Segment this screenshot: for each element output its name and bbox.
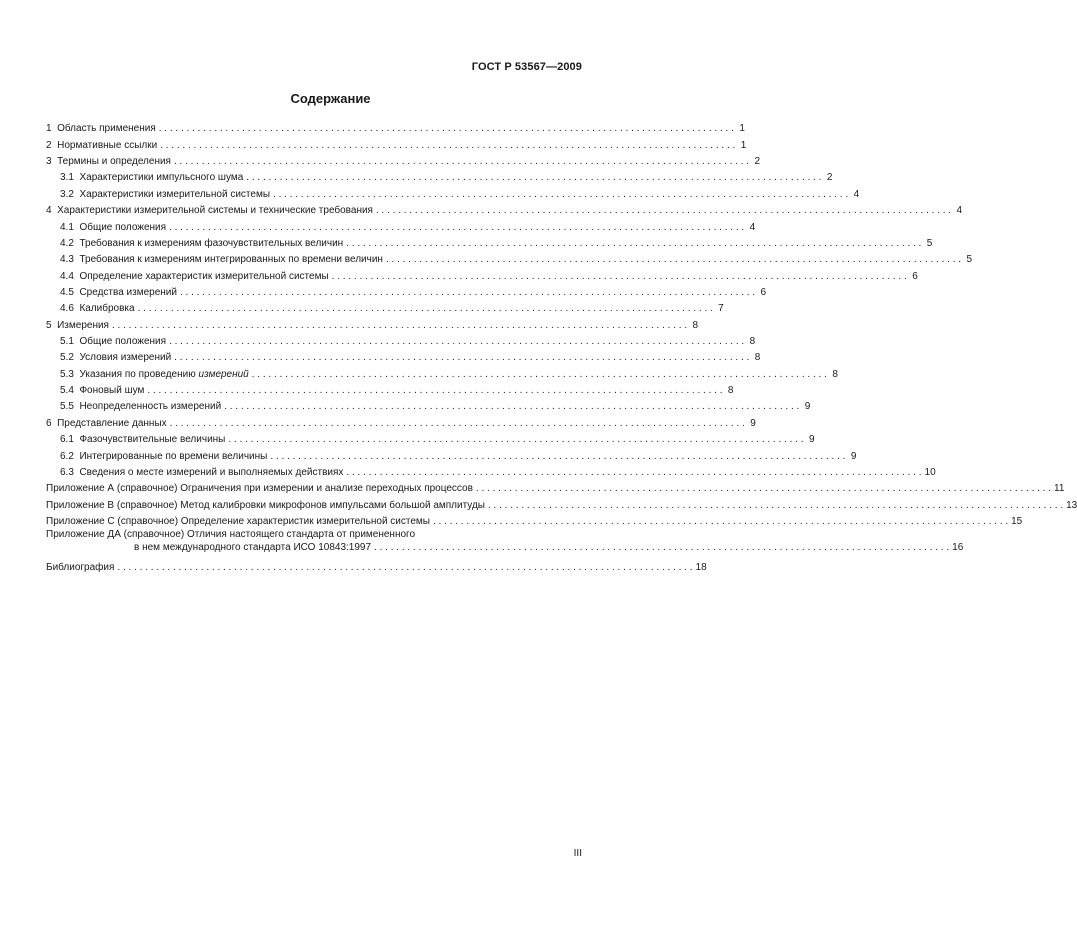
toc-entry[interactable]	[46, 348, 761, 364]
toc-entry-text: Приложение С (справочное) Определение характеристик измерительной системы	[46, 515, 430, 527]
toc-entry[interactable]	[46, 201, 963, 217]
toc-page-number: 9	[850, 450, 857, 462]
toc-entry-text: 3 Термины и определения	[46, 156, 171, 168]
toc-entry[interactable]	[46, 250, 973, 266]
toc-page-number: 8	[749, 336, 756, 348]
toc-entry[interactable]	[46, 234, 933, 250]
dot-leader	[346, 466, 921, 479]
dot-leader	[174, 155, 749, 168]
toc-page-number: 16	[952, 541, 964, 553]
page-folio: III	[573, 848, 582, 859]
toc-entry[interactable]	[46, 152, 761, 168]
toc-entry-text-cont: в нем международного стандарта ИСО 10843:1997	[134, 541, 372, 553]
dot-leader	[273, 188, 848, 201]
toc-entry[interactable]	[46, 119, 745, 135]
toc-entry[interactable]	[46, 512, 1023, 528]
toc-page-number: 13	[1066, 499, 1077, 511]
toc-page-number: 8	[754, 352, 761, 364]
dot-leader	[174, 351, 749, 364]
dot-leader	[169, 335, 744, 348]
toc-entry[interactable]	[46, 217, 756, 233]
toc-page-number: 9	[750, 417, 756, 429]
toc-entry[interactable]	[46, 495, 1077, 511]
dot-leader	[246, 171, 821, 184]
toc-entry-text: 3.1 Характеристики импульсного шума	[60, 172, 244, 184]
toc-page-number: 15	[1011, 515, 1023, 527]
dot-leader	[147, 384, 722, 397]
dot-leader	[386, 253, 961, 266]
toc-page-number: 1	[739, 123, 745, 135]
toc-entry[interactable]	[46, 364, 838, 380]
dot-leader	[476, 482, 1051, 495]
toc-page-number: 6	[760, 286, 767, 298]
toc-entry[interactable]	[46, 397, 811, 413]
toc-entry[interactable]	[46, 332, 756, 348]
toc-entries	[46, 119, 1077, 528]
dot-leader	[117, 561, 692, 574]
dot-leader	[374, 541, 949, 554]
toc-page-number: 10	[924, 466, 936, 478]
toc-entry-text: Библиография	[46, 562, 115, 574]
dot-leader	[433, 515, 1008, 528]
toc-entry-text: 6 Представление данных	[46, 417, 167, 429]
toc-entry-text: 5.3 Указания по проведению	[60, 368, 199, 380]
toc-page-number: 8	[727, 385, 734, 397]
toc-entry-text: 4.1 Общие положения	[60, 221, 167, 233]
toc-entry-text: 4 Характеристики измерительной системы и технические требования	[46, 205, 373, 217]
toc-entry-text: 4.6 Калибровка	[60, 303, 135, 315]
dot-leader	[376, 204, 951, 217]
toc-page-number: 5	[926, 237, 933, 249]
toc-entry[interactable]	[46, 168, 833, 184]
toc-entry-text: Приложение А (справочное) Ограничения при измерении и анализе переходных процессов	[46, 483, 473, 495]
toc-page-number: 8	[692, 319, 699, 331]
toc-entry[interactable]	[46, 266, 918, 282]
toc-page-number: 2	[826, 172, 833, 184]
toc-page-number: 5	[966, 254, 973, 266]
toc-entry[interactable]	[46, 479, 1065, 495]
toc-entry[interactable]	[46, 184, 860, 200]
toc-entry-text: 5.4 Фоновый шум	[60, 385, 145, 397]
toc-page-number: 2	[754, 156, 761, 168]
toc-page-number: 18	[695, 562, 707, 574]
toc-page-number: 8	[832, 368, 838, 380]
dot-leader	[138, 302, 713, 315]
toc-entry-annex-da[interactable]	[46, 528, 964, 554]
toc-entry[interactable]	[46, 446, 857, 462]
toc-entry[interactable]	[46, 430, 815, 446]
dot-leader	[170, 417, 745, 430]
toc-entry-text: 2 Нормативные ссылки	[46, 139, 158, 151]
toc-page-number: 1	[740, 139, 747, 151]
toc-entry[interactable]	[46, 413, 756, 429]
toc-page-number: 9	[804, 401, 811, 413]
toc-entry-text: Приложение В (справочное) Метод калибровки микрофонов импульсами большой амплитуды	[46, 499, 485, 511]
toc-entry[interactable]	[46, 315, 699, 331]
toc-entry-bibliography[interactable]	[46, 558, 707, 574]
dot-leader	[332, 270, 907, 283]
toc-entry-text: 6.1 Фазочувствительные величины	[60, 434, 226, 446]
dot-leader	[488, 499, 1063, 512]
toc-entry-text: 4.2 Требования к измерениям фазочувствительных величин	[60, 237, 344, 249]
toc-entry-text: 6.3 Сведения о месте измерений и выполняемых действиях	[60, 466, 344, 478]
toc-page-number: 6	[912, 270, 918, 282]
toc-entry-text: 5 Измерения	[46, 319, 109, 331]
toc-entry-text-italic: измерений	[198, 368, 249, 380]
toc-entry-text: 5.5 Неопределенность измерений	[60, 401, 222, 413]
toc-entry-text: 3.2 Характеристики измерительной системы	[60, 188, 271, 200]
dot-leader	[112, 319, 687, 332]
toc-entry-text: 4.3 Требования к измерениям интегрированных по времени величин	[60, 254, 383, 266]
dot-leader	[160, 139, 735, 152]
page-title: Содержание	[290, 91, 371, 106]
dot-leader	[228, 433, 803, 446]
toc-page-number: 4	[853, 188, 860, 200]
toc-entry[interactable]	[46, 135, 747, 151]
toc-page-number: 9	[808, 434, 815, 446]
toc-entry-text: 5.2 Условия измерений	[60, 352, 172, 364]
dot-leader	[346, 237, 921, 250]
toc-entry-text: 5.1 Общие положения	[60, 336, 167, 348]
toc-entry-text: 4.5 Средства измерений	[60, 286, 177, 298]
toc-entry-text: 4.4 Определение характеристик измерительной системы	[60, 270, 329, 282]
toc-entry-text: 1 Область применения	[46, 123, 156, 135]
dot-leader	[169, 221, 744, 234]
dot-leader	[180, 286, 755, 299]
toc-entry[interactable]	[46, 283, 767, 299]
toc-entry[interactable]	[46, 463, 936, 479]
toc-entry-text: Приложение ДА (справочное) Отличия настоящего стандарта от примененного	[46, 528, 416, 540]
toc-page-number: 7	[718, 303, 724, 315]
toc-entry[interactable]	[46, 299, 724, 315]
toc-page-number: 11	[1054, 483, 1065, 495]
dot-leader	[270, 450, 845, 463]
standard-number: ГОСТ Р 53567—2009	[471, 61, 582, 73]
table-of-contents	[46, 119, 1077, 574]
toc-page-number: 4	[749, 221, 756, 233]
toc-page-number: 4	[956, 205, 963, 217]
dot-leader	[159, 122, 734, 135]
toc-entry[interactable]	[46, 381, 734, 397]
toc-entry-text: 6.2 Интегрированные по времени величины	[60, 450, 268, 462]
dot-leader	[224, 400, 799, 413]
dot-leader	[252, 368, 827, 381]
